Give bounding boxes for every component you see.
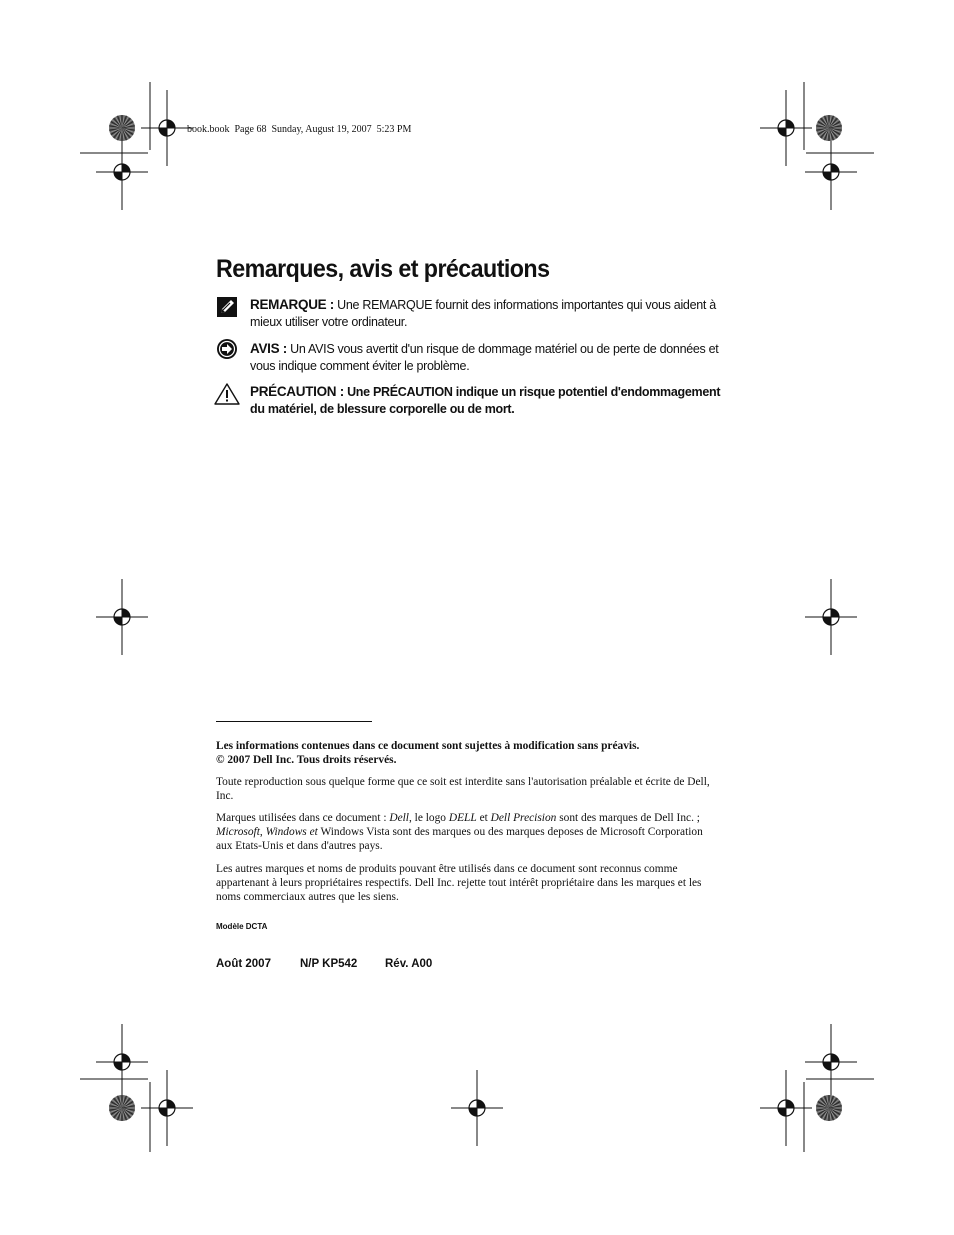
trademark-dell-logo: DELL (448, 812, 477, 824)
trademark-text: , le logo (408, 812, 449, 824)
trademark-dell-precision: Dell Precision (490, 812, 557, 824)
notice-block (216, 340, 719, 375)
trademark-text: et (476, 812, 491, 824)
trademark-microsoft: Microsoft (216, 826, 260, 838)
notice-label: AVIS : (250, 341, 287, 356)
registration-crosshair (805, 1024, 857, 1100)
registration-crosshair (96, 579, 148, 655)
other-marks-paragraph: Les autres marques et noms de produits pouvant être utilisés dans ce document sont reconnus comme appartenant à leurs propriétaires respectifs. Dell Inc. rejette tout intérêt propriétaire dans les marques et les noms commerciaux autres que les siens. (216, 863, 702, 903)
reproduction-paragraph: Toute reproduction sous quelque forme que ce soit est interdite sans l'autorisation préalable et écrite de Dell, Inc. (216, 776, 710, 802)
caution-block (216, 383, 721, 418)
trademark-text: Windows Vista sont des marques ou des marques deposes de Microsoft Corporation aux Etats-Unis et dans d'autres pays. (216, 826, 703, 852)
registration-starburst (816, 1095, 842, 1121)
caution-text: Une PRÉCAUTION indique un risque potentiel d'endommagement du matériel, de blessure corporelle ou de mort. (250, 385, 721, 416)
legal-notice (216, 739, 716, 767)
registration-crosshair (805, 579, 857, 655)
registration-starburst (816, 115, 842, 141)
model-number: Modèle DCTA (216, 922, 268, 931)
pencil-note-icon (216, 296, 238, 318)
trademark-windows: Windows et (265, 826, 318, 838)
registration-crosshair (451, 1070, 503, 1146)
trademark-text: Marques utilisées dans ce document : (216, 812, 390, 824)
part-number: N/P KP542 (300, 958, 358, 970)
warning-triangle-icon (214, 383, 240, 405)
trademark-text: sont des marques de Dell Inc. ; (556, 812, 700, 824)
registration-starburst (109, 1095, 135, 1121)
note-text: Une REMARQUE fournit des informations importantes qui vous aident à mieux utiliser votre ordinateur. (250, 298, 716, 329)
note-block (216, 296, 716, 331)
footnote-divider (216, 721, 372, 722)
page-title: Remarques, avis et précautions (216, 255, 550, 283)
trademark-text: , (259, 826, 266, 838)
arrow-circle-icon (216, 338, 238, 360)
registration-crosshair (141, 90, 193, 166)
revision: Rév. A00 (385, 958, 433, 970)
registration-starburst (109, 115, 135, 141)
notice-text: Un AVIS vous avertit d'un risque de dommage matériel ou de perte de données et vous indique comment éviter le problème. (250, 342, 719, 373)
trademark-dell: Dell (389, 812, 409, 824)
registration-crosshair (141, 1070, 193, 1146)
caution-label: PRÉCAUTION : (250, 384, 344, 399)
publication-date: Août 2007 (216, 958, 271, 970)
registration-crosshair (96, 134, 148, 210)
registration-crosshair (96, 1024, 148, 1100)
trademarks-paragraph (216, 811, 716, 853)
print-header: book.book Page 68 Sunday, August 19, 2007 5:23 PM (187, 124, 412, 135)
copyright-line: © 2007 Dell Inc. Tous droits réservés. (216, 754, 397, 766)
note-label: REMARQUE : (250, 297, 334, 312)
registration-crosshair (805, 134, 857, 210)
info-line: Les informations contenues dans ce document sont sujettes à modification sans préavis. (216, 740, 640, 752)
